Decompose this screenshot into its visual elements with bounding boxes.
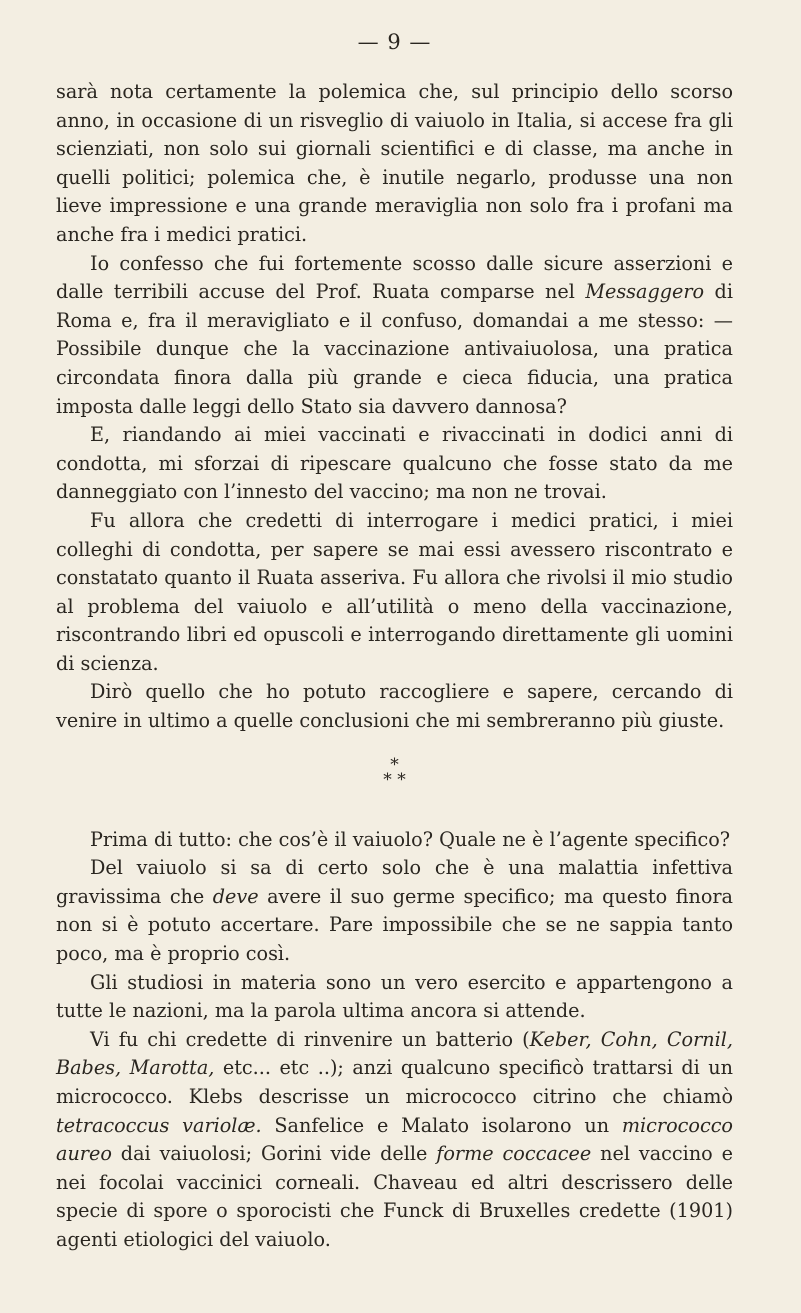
paragraph-text: E, riandando ai miei vaccinati e rivaccinati in dodici anni di condotta, mi sforzai di ripescare qualcuno che fosse stato da me danneggiato con l’innesto del vaccino; ma non ne trovai. <box>56 423 733 504</box>
paragraph-text: avere il suo germe specifico; ma questo finora non si è potuto accertare. Pare impossibile che se ne sappia tanto poco, ma è proprio così. <box>56 884 733 966</box>
paragraph <box>56 854 733 968</box>
body-text <box>56 78 733 1255</box>
paragraph <box>56 78 733 250</box>
paragraph <box>56 678 733 735</box>
paragraph <box>56 826 733 855</box>
paragraph <box>56 969 733 1026</box>
paragraph-text: dai vaiuolosi; Gorini vide delle <box>111 1142 437 1166</box>
author-names: Keber, Cohn, Cornil, Babes, Marotta, <box>56 1027 733 1080</box>
paragraph-text: Sanfelice e Malato isolarono un <box>261 1113 622 1137</box>
paragraph-text: Vi fu chi credette di rinvenire un batterio ( <box>90 1027 530 1051</box>
paragraph <box>56 250 733 422</box>
species-name: micrococco aureo <box>56 1113 733 1166</box>
paragraph <box>56 1026 733 1255</box>
paragraph-text: sarà nota certamente la polemica che, sul principio dello scorso anno, in occasione di un risveglio di vaiuolo in Italia, si accese fra gli scienziati, non solo sui giornali scientifici e di classe, ma anche in quelli politici; polemica che, è inutile negarlo, produsse una non lieve impressione e una grande meraviglia non solo fra i profani ma anche fra i medici pratici. <box>56 80 733 246</box>
paragraph-text: Dirò quello che ho potuto raccogliere e sapere, cercando di venire in ultimo a quelle conclusioni che mi sembreranno più giuste. <box>56 680 733 733</box>
newspaper-title: Messaggero <box>585 280 705 304</box>
page-number: — 9 — <box>357 30 432 54</box>
paragraph-text: Io confesso che fui fortemente scosso dalle sicure asserzioni e dalle terribili accuse del Prof. Ruata comparse nel <box>56 251 733 304</box>
paragraph-text: Fu allora che credetti di interrogare i medici pratici, i miei colleghi di condotta, per sapere se mai essi avessero riscontrato e constatato quanto il Ruata asseriva. Fu allora che rivolsi il mio studio al problema del vaiuolo e all’utilità o meno della vaccinazione, riscontrando libri ed opuscoli e interrogando direttamente gli uomini di scienza. <box>56 508 733 675</box>
paragraph-text: Prima di tutto: che cos’è il vaiuolo? Quale ne è l’agente specifico? <box>90 827 731 851</box>
paragraph-text: Del vaiuolo si sa di certo solo che è una malattia infettiva gravissima che <box>56 856 733 908</box>
paragraph-text: etc... etc ..); anzi qualcuno specificò trattarsi di un micrococco. Klebs descrisse un micrococco citrino che chiamò <box>56 1056 733 1108</box>
asterism-bottom: * * <box>383 769 406 790</box>
paragraph <box>56 507 733 679</box>
paragraph <box>56 421 733 507</box>
emphasis: forme coccacee <box>436 1142 592 1166</box>
asterism-top: * <box>390 754 399 775</box>
section-asterism <box>56 754 733 790</box>
paragraph-text: di Roma e, fra il meravigliato e il confuso, domandai a me stesso: — Possibile dunque che la vaccinazione antivaiuolosa, una pratica circondata finora dalla più grande e cieca fiducia, una pratica imposta dalle leggi dello Stato sia davvero dannosa? <box>56 280 733 418</box>
species-name: tetracoccus variolæ. <box>56 1113 262 1137</box>
paragraph-text: nel vaccino e nei focolai vaccinici corneali. Chaveau ed altri descrissero delle specie di spore o sporocisti che Funck di Bruxelles credette (1901) agenti etiologici del vaiuolo. <box>56 1142 733 1251</box>
emphasis: deve <box>212 884 259 908</box>
paragraph-text: Gli studiosi in materia sono un vero esercito e appartengono a tutte le nazioni, ma la parola ultima ancora si attende. <box>56 970 733 1023</box>
